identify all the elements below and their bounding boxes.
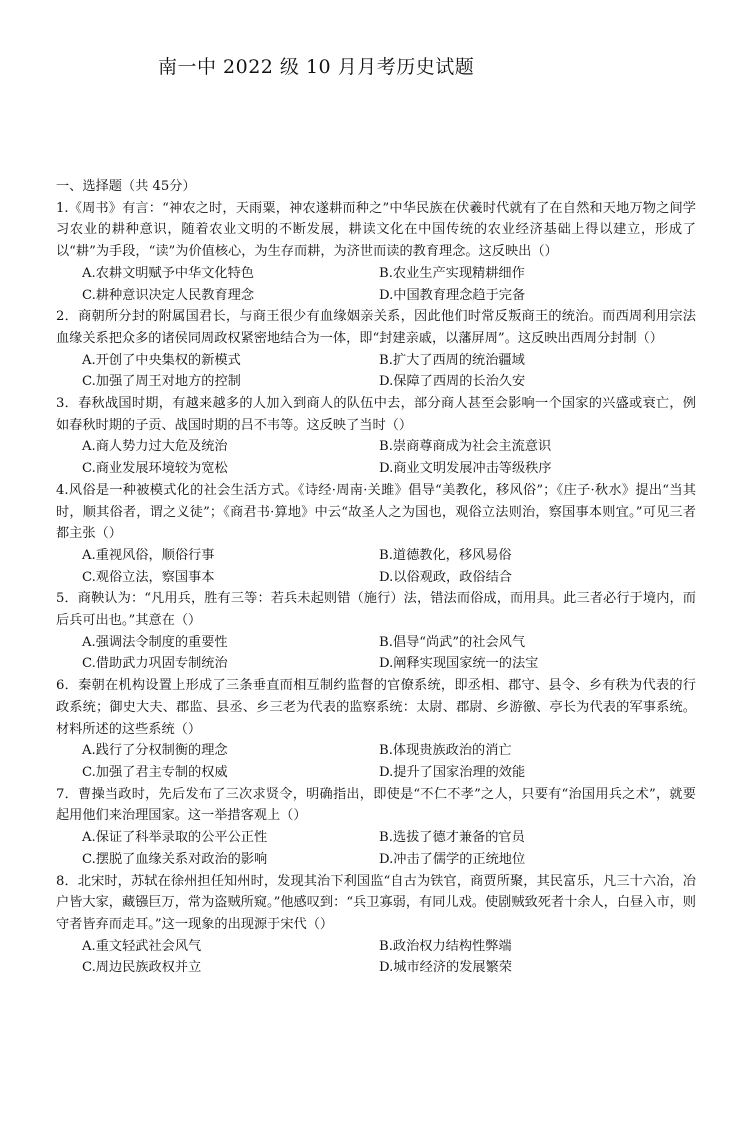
question-stem: 5．商鞅认为：“凡用兵，胜有三等：若兵未起则错（施行）法，错法而俗成，而用具。此三者必行于境内，而后兵可出也。”其意在（）: [56, 591, 696, 629]
question-stem: 6．秦朝在机构设置上形成了三条垂直而相互制约监督的官僚系统，即丞相、郡守、县令、乡有秩为代表的行政系统；御史大夫、郡监、县丞、乡三老为代表的监察系统：太尉、郡尉、乡游徼、亭长为代表的军事系统。材料所述的这些系统（）: [56, 678, 696, 737]
exam-content: [56, 176, 696, 979]
option-c: C.摆脱了血缘关系对政治的影响: [82, 851, 268, 867]
question-1: [56, 198, 696, 307]
question-5: [56, 588, 696, 675]
option-a: A.重文轻武社会风气: [82, 938, 202, 954]
option-c: C.加强了周王对地方的控制: [82, 374, 241, 390]
exam-title: 南一中 2022 级 10 月月考历史试题: [158, 56, 475, 78]
option-b: B.倡导“尚武”的社会风气: [379, 634, 526, 650]
option-b: B.道德教化，移风易俗: [379, 547, 512, 563]
option-d: D.以俗观政，政俗结合: [379, 569, 512, 585]
question-3: [56, 393, 696, 480]
option-b: B.选拔了德才兼备的官员: [379, 830, 525, 846]
question-stem: 1.《周书》有言：“神农之时，天雨粟，神农遂耕而种之”中华民族在伏羲时代就有了在自然和天地万物之间学习农业的耕种意识，随着农业文明的不断发展，耕读文化在中国传统的农业经济基础上得以建立，形成了以“耕”为手段，“读”为价值核心，为生存而耕，为济世而读的教育理念。这反映出（）: [56, 200, 696, 260]
option-d: D.城市经济的发展繁荣: [379, 960, 512, 976]
option-d: D.冲击了儒学的正统地位: [379, 851, 526, 867]
option-d: D.阐释实现国家统一的法宝: [379, 656, 539, 672]
option-a: A.重视风俗，顺俗行事: [82, 547, 215, 563]
option-a: A.践行了分权制衡的理念: [82, 743, 228, 759]
option-d: D.保障了西周的长治久安: [379, 374, 526, 390]
option-a: A.开创了中央集权的新模式: [82, 352, 241, 368]
option-a: A.商人势力过大危及统治: [82, 439, 228, 455]
option-a: A.强调法令制度的重要性: [82, 634, 228, 650]
option-d: D.提升了国家治理的效能: [379, 764, 526, 780]
option-a: A.农耕文明赋予中华文化特色: [82, 265, 254, 281]
section-heading: 一、选择题（共 45分）: [56, 179, 196, 194]
question-2: [56, 306, 696, 393]
option-c: C.加强了君主专制的权威: [82, 764, 228, 780]
question-stem: 4.风俗是一种被模式化的社会生活方式。《诗经·周南·关雎》倡导“美教化，移风俗”；《庄子·秋水》提出“当其时，顺其俗者，谓之义徒”；《商君书·算地》中云“故圣人之为国也，观俗立法则治，察国事本则宜。”可见三者都主张（）: [56, 482, 696, 542]
option-a: A.保证了科举录取的公平公正性: [82, 830, 268, 846]
option-d: D.商业文明发展冲击等级秩序: [379, 461, 552, 477]
question-stem: 7．曹操当政时，先后发布了三次求贤令，明确指出，即使是“不仁不孝”之人，只要有“治国用兵之术”，就要起用他们来治理国家。这一举措客观上（）: [56, 786, 696, 824]
question-stem: 8．北宋时，苏轼在徐州担任知州时，发现其治下利国监“自古为铁官，商贾所聚，其民富乐，凡三十六冶，冶户皆大家，藏镪巨万，常为盗贼所窥。”他感叹到：“兵卫寡弱，有同儿戏。使剧贼致死者十余人，白昼入市，则守者皆弃而走耳。”这一现象的出现源于宋代（）: [56, 873, 696, 932]
question-8: [56, 871, 696, 980]
option-b: B.体现贵族政治的消亡: [379, 743, 512, 759]
option-b: B.崇商尊商成为社会主流意识: [379, 439, 552, 455]
option-c: C.借助武力巩固专制统治: [82, 656, 228, 672]
option-c: C.耕种意识决定人民教育理念: [82, 287, 255, 303]
option-b: B.扩大了西周的统治疆域: [379, 352, 525, 368]
question-stem: 2．商朝所分封的附属国君长，与商王很少有血缘姻亲关系，因此他们时常反叛商王的统治。而西周利用宗法血缘关系把众多的诸侯同周政权紧密地结合为一体，即“封建亲戚，以藩屏周”。这反映出西周分封制（）: [56, 309, 696, 346]
option-b: B.农业生产实现精耕细作: [379, 265, 525, 281]
option-b: B.政治权力结构性弊端: [379, 938, 512, 954]
option-d: D.中国教育理念趋于完备: [379, 287, 526, 303]
question-stem: 3．春秋战国时期，有越来越多的人加入到商人的队伍中去，部分商人甚至会影响一个国家的兴盛或衰亡，例如春秋时期的子贡、战国时期的吕不韦等。这反映了当时（）: [56, 396, 696, 433]
option-c: C.观俗立法，察国事本: [82, 569, 215, 585]
option-c: C.周边民族政权并立: [82, 960, 202, 976]
question-6: [56, 675, 696, 784]
question-7: [56, 784, 696, 871]
option-c: C.商业发展环境较为宽松: [82, 461, 228, 477]
question-4: [56, 480, 696, 589]
